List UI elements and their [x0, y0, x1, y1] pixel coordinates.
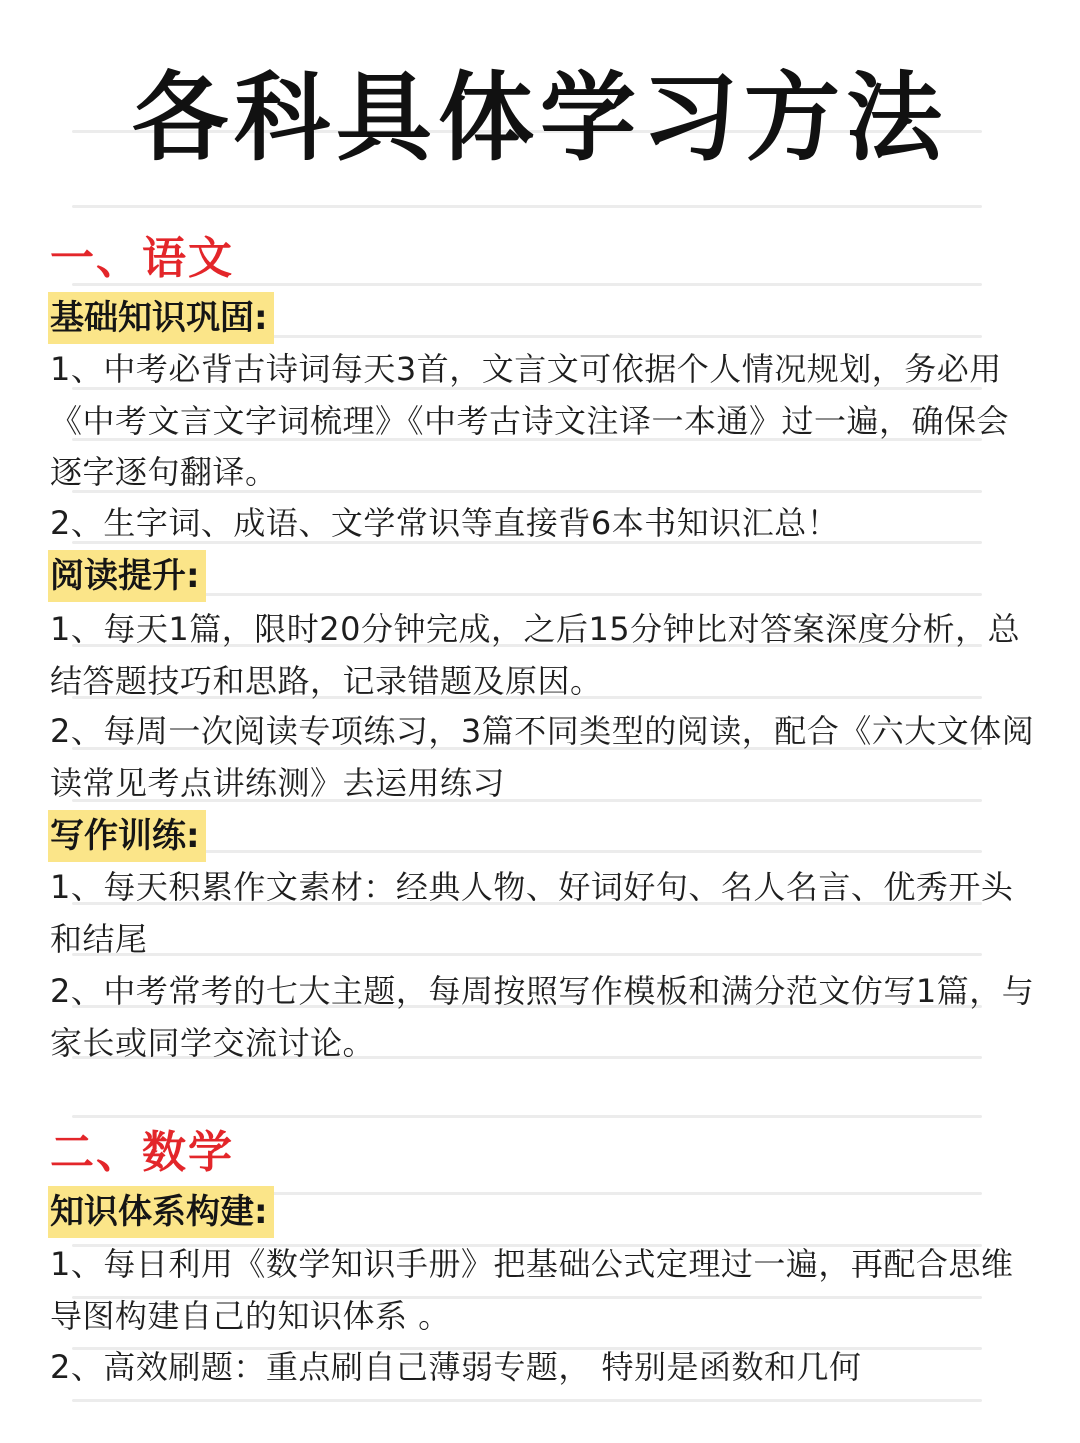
subheading-knowledge-system: 知识体系构建: [48, 1186, 274, 1238]
subheading-writing: 写作训练: [48, 810, 206, 862]
list-item: 2、生字词、成语、文学常识等直接背6本书知识汇总！ [50, 504, 840, 542]
ruled-line [72, 1115, 982, 1118]
list-item: 1、每天1篇，限时20分钟完成，之后15分钟比对答案深度分析，总结答题技巧和思路，记录错题及原因。 [50, 610, 1021, 700]
section-heading-chinese: 一、语文 [50, 233, 234, 284]
section-heading-math: 二、数学 [50, 1127, 234, 1178]
list-item: 1、每日利用《数学知识手册》把基础公式定理过一遍，再配合思维导图构建自己的知识体系 。 [50, 1245, 1014, 1335]
list-item: 2、每周一次阅读专项练习，3篇不同类型的阅读，配合《六大文体阅读常见考点讲练测》去运用练习 [50, 712, 1035, 802]
ruled-line [72, 850, 982, 853]
ruled-line [72, 205, 982, 208]
page-title: 各科具体学习方法 [132, 62, 948, 174]
subheading-basic-knowledge: 基础知识巩固: [48, 292, 274, 344]
ruled-line [72, 593, 982, 596]
list-item: 2、高效刷题：重点刷自己薄弱专题， 特别是函数和几何 [50, 1348, 862, 1386]
list-item: 1、每天积累作文素材：经典人物、好词好句、名人名言、优秀开头和结尾 [50, 868, 1014, 958]
subheading-reading: 阅读提升: [48, 550, 206, 602]
ruled-line [72, 1399, 982, 1402]
list-item: 1、中考必背古诗词每天3首，文言文可依据个人情况规划，务必用《中考文言文字词梳理》《中考古诗文注译一本通》过一遍，确保会逐字逐句翻译。 [50, 350, 1010, 491]
list-item: 2、中考常考的七大主题，每周按照写作模板和满分范文仿写1篇，与家长或同学交流讨论。 [50, 972, 1035, 1062]
